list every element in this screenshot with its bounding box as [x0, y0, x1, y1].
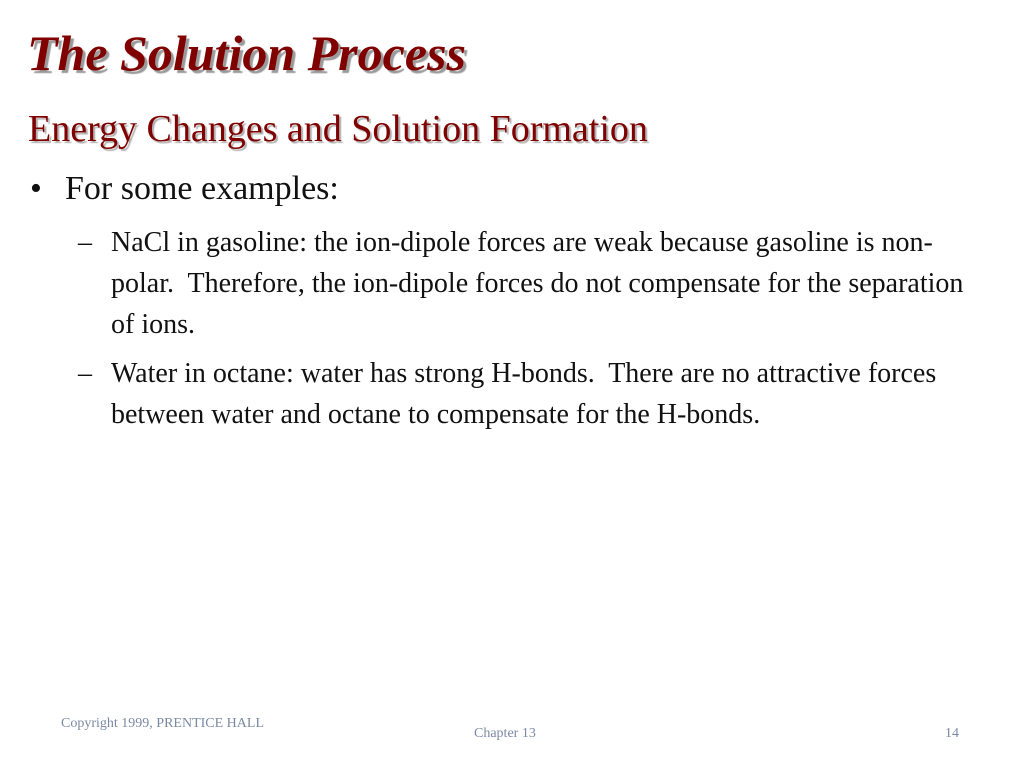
dash-marker: – [78, 227, 92, 258]
dash-marker: – [78, 358, 92, 389]
bullet-marker: • [30, 170, 42, 207]
footer-copyright: Copyright 1999, PRENTICE HALL [61, 716, 264, 731]
footer-chapter: Chapter 13 [474, 726, 536, 741]
sub-bullet-item [78, 353, 978, 435]
sub-bullet-item [78, 222, 978, 345]
slide-title: The Solution Process [27, 25, 466, 81]
sub-bullet-text: NaCl in gasoline: the ion-dipole forces are weak because gasoline is non-polar. Therefore, the ion-dipole forces do not compensate for the separation of ions. [111, 227, 971, 340]
slide-number: 14 [945, 726, 959, 741]
bullet-text: For some examples: [65, 170, 339, 207]
sub-bullet-text: Water in octane: water has strong H-bonds. There are no attractive forces between water and octane to compensate for the H-bonds. [111, 358, 944, 430]
slide-subtitle: Energy Changes and Solution Formation [28, 108, 648, 150]
bullet-item [30, 167, 990, 211]
